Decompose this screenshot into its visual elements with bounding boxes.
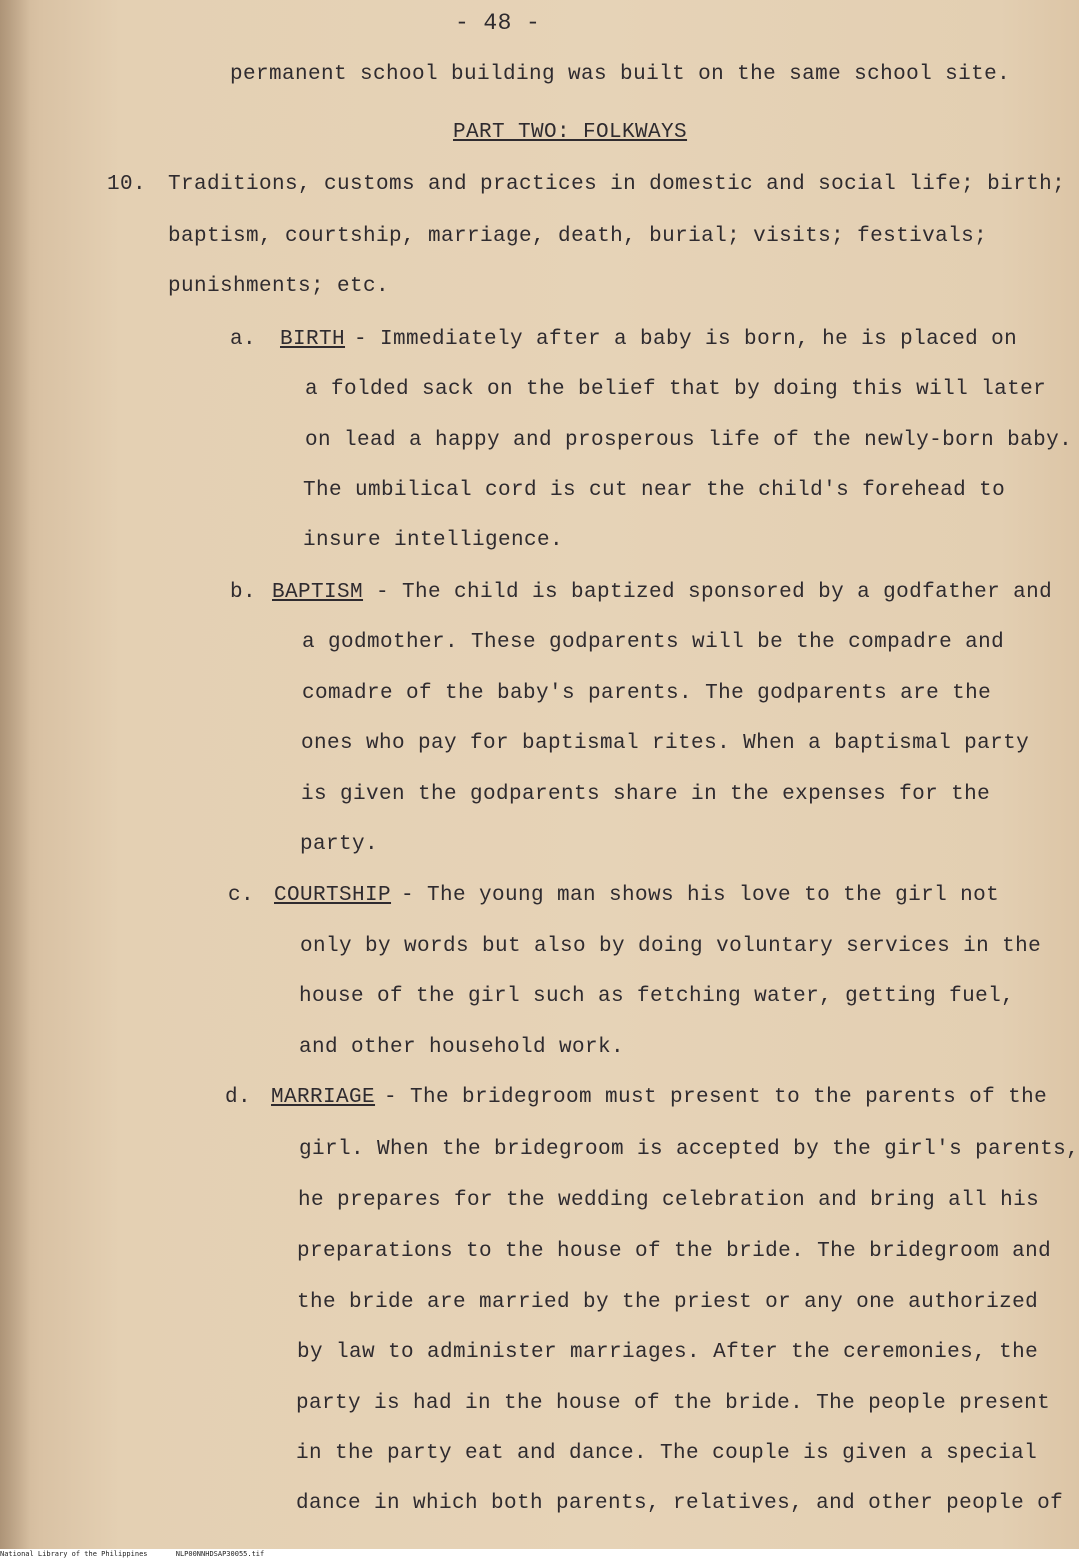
section-heading: PART TWO: FOLKWAYS	[453, 121, 688, 144]
section-line: dance in which both parents, relatives, and other people of	[296, 1492, 1064, 1515]
footer-library: National Library of the Philippines	[0, 1550, 148, 1558]
section-line: ones who pay for baptismal rites. When a baptismal party	[301, 732, 1030, 755]
section-first-line: - The bridegroom must present to the parents of the	[384, 1086, 1048, 1109]
section-label-baptism: BAPTISM	[272, 581, 364, 604]
section-line: the bride are married by the priest or any one authorized	[297, 1291, 1039, 1314]
section-line: on lead a happy and prosperous life of the newly-born baby.	[305, 429, 1073, 452]
item-number: 10.	[107, 173, 147, 196]
section-line: girl. When the bridegroom is accepted by the girl's parents,	[299, 1138, 1079, 1161]
section-line: a godmother. These godparents will be the compadre and	[302, 631, 1005, 654]
section-label-birth: BIRTH	[280, 328, 346, 351]
section-label-courtship: COURTSHIP	[274, 884, 392, 907]
section-line: is given the godparents share in the expenses for the	[301, 783, 991, 806]
section-line: and other household work.	[299, 1036, 625, 1059]
section-first-line: - Immediately after a baby is born, he is placed on	[354, 328, 1018, 351]
item10-line: Traditions, customs and practices in domestic and social life; birth;	[168, 173, 1066, 196]
scan-footer	[0, 1549, 1079, 1559]
section-line: only by words but also by doing voluntary services in the	[300, 935, 1042, 958]
section-first-line: - The young man shows his love to the girl not	[401, 884, 1000, 907]
section-letter: c.	[228, 884, 255, 907]
section-letter: d.	[225, 1086, 252, 1109]
section-line: party is had in the house of the bride. The people present	[296, 1392, 1051, 1415]
section-first-line: - The child is baptized sponsored by a godfather and	[376, 581, 1053, 604]
binding-shadow	[0, 0, 30, 1549]
section-line: by law to administer marriages. After the ceremonies, the	[297, 1341, 1039, 1364]
item10-line: punishments; etc.	[168, 275, 390, 298]
section-line: a folded sack on the belief that by doing this will later	[305, 378, 1047, 401]
section-letter: b.	[230, 581, 257, 604]
footer-file: NLP00NNHDSAP30055.tif	[175, 1550, 265, 1558]
section-letter: a.	[230, 328, 257, 351]
section-line: The umbilical cord is cut near the child's forehead to	[303, 479, 1006, 502]
section-line: in the party eat and dance. The couple is given a special	[296, 1442, 1038, 1465]
page-number: - 48 -	[455, 10, 541, 36]
section-line: party.	[300, 833, 379, 856]
section-line: he prepares for the wedding celebration and bring all his	[298, 1189, 1040, 1212]
section-label-marriage: MARRIAGE	[271, 1086, 376, 1109]
section-line: preparations to the house of the bride. The bridegroom and	[297, 1240, 1052, 1263]
section-line: comadre of the baby's parents. The godparents are the	[302, 682, 992, 705]
section-line: house of the girl such as fetching water, getting fuel,	[299, 985, 1015, 1008]
intro-line: permanent school building was built on the same school site.	[230, 63, 1011, 86]
section-line: insure intelligence.	[303, 529, 564, 552]
item10-line: baptism, courtship, marriage, death, burial; visits; festivals;	[168, 225, 988, 248]
